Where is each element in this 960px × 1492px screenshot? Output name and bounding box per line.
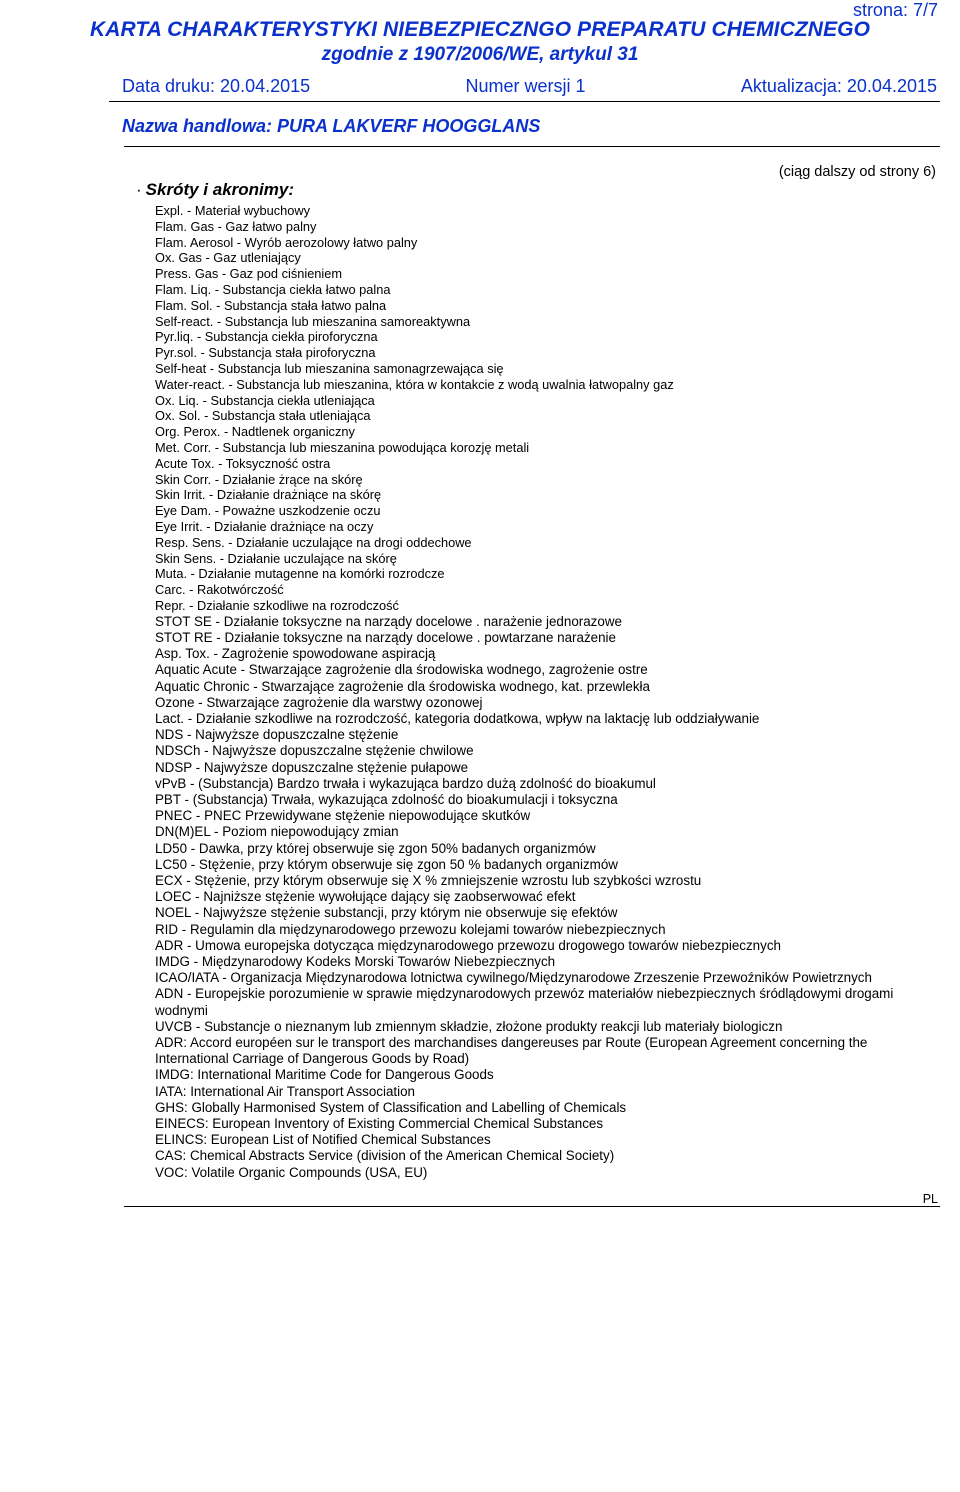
abbreviation-item: IMDG - Międzynarodowy Kodeks Morski Towarów Niebezpiecznych <box>155 953 556 969</box>
bullet-marker: · <box>136 180 142 199</box>
abbreviation-item: NDSP - Najwyższe dopuszczalne stężenie pułapowe <box>155 759 469 775</box>
abbreviation-item: Repr. - Działanie szkodliwe na rozrodczość <box>155 597 399 613</box>
abbreviation-item: Skin Irrit. - Działanie drażniące na skórę <box>155 487 382 503</box>
abbreviation-item: EINECS: European Inventory of Existing Commercial Chemical Substances <box>155 1116 604 1132</box>
document-subtitle: zgodnie z 1907/2006/WE, artykul 31 <box>321 44 639 65</box>
abbreviation-item: NDSCh - Najwyższe dopuszczalne stężenie chwilowe <box>155 743 474 759</box>
abbreviation-item: Org. Perox. - Nadtlenek organiczny <box>155 424 355 440</box>
language-code: PL <box>922 1192 938 1206</box>
abbreviation-item: Press. Gas - Gaz pod ciśnieniem <box>155 266 343 282</box>
abbreviation-item: vPvB - (Substancja) Bardzo trwała i wykazująca bardzo dużą zdolność do bioakumul <box>155 775 656 791</box>
abbreviation-item: Flam. Sol. - Substancja stała łatwo palna <box>155 297 387 313</box>
abbreviation-item: Ox. Liq. - Substancja ciekła utleniająca <box>155 392 375 408</box>
abbreviation-item: STOT SE - Działanie toksyczne na narządy docelowe . narażenie jednorazowe <box>155 613 622 629</box>
abbreviation-item: NOEL - Najwyższe stężenie substancji, przy którym nie obserwuje się efektów <box>155 905 618 921</box>
abbreviation-item: Lact. - Działanie szkodliwe na rozrodczość, kategoria dodatkowa, wpływ na laktację lub oddziaływanie <box>155 710 760 726</box>
abbreviation-item: NDS - Najwyższe dopuszczalne stężenie <box>155 727 399 743</box>
abbreviation-item: Ozone - Stwarzające zagrożenie dla warstwy ozonowej <box>155 694 483 710</box>
print-date: Data druku: 20.04.2015 <box>122 76 311 96</box>
abbreviation-item: CAS: Chemical Abstracts Service (division of the American Chemical Society) <box>155 1148 615 1164</box>
abbreviation-item: LD50 - Dawka, przy której obserwuje się zgon 50% badanych organizmów <box>155 840 596 856</box>
abbreviation-item: Flam. Liq. - Substancja ciekła łatwo palna <box>155 281 391 297</box>
abbreviation-item: Met. Corr. - Substancja lub mieszanina powodująca korozję metali <box>155 439 530 455</box>
abbreviation-item: ADN - Europejskie porozumienie w sprawie międzynarodowych przewóz materiałów niebezpiecznych śródlądowymi drogami wodnymi <box>155 986 894 1018</box>
abbreviation-item: Muta. - Działanie mutagenne na komórki rozrodcze <box>155 566 445 582</box>
document-title: KARTA CHARAKTERYSTYKI NIEBEZPIECZNGO PREPARATU CHEMICZNEGO <box>89 18 871 41</box>
abbreviation-item: IMDG: International Maritime Code for Dangerous Goods <box>155 1067 494 1083</box>
abbreviation-item: Aquatic Chronic - Stwarzające zagrożenie dla środowiska wodnego, kat. przewlekła <box>155 678 650 694</box>
abbreviation-item: ECX - Stężenie, przy którym obserwuje się X % zmniejszenie wzrostu lub szybkości wzrostu <box>155 872 702 888</box>
abbreviation-item: LOEC - Najniższe stężenie wywołujące dający się zaobserwować efekt <box>155 889 576 905</box>
footer-divider <box>124 1206 940 1207</box>
abbreviation-item: VOC: Volatile Organic Compounds (USA, EU) <box>155 1164 428 1180</box>
abbreviation-item: Pyr.liq. - Substancja ciekła piroforyczna <box>155 329 378 345</box>
abbreviation-item: Eye Irrit. - Działanie drażniące na oczy <box>155 518 374 534</box>
abbreviation-item: ADR - Umowa europejska dotycząca międzynarodowego przewozu drogowego towarów niebezpiecznych <box>155 937 781 953</box>
abbreviation-item: STOT RE - Działanie toksyczne na narządy docelowe . powtarzane narażenie <box>155 629 616 645</box>
trade-name-divider <box>124 146 940 147</box>
abbreviation-item: RID - Regulamin dla międzynarodowego przewozu kolejami towarów niebezpiecznych <box>155 921 666 937</box>
abbreviation-item: Asp. Tox. - Zagrożenie spowodowane aspiracją <box>155 646 436 662</box>
abbreviation-item: Carc. - Rakotwórczość <box>155 582 284 598</box>
abbreviation-item: Ox. Sol. - Substancja stała utleniająca <box>155 408 371 424</box>
abbreviation-item: Eye Dam. - Poważne uszkodzenie oczu <box>155 503 381 519</box>
abbreviation-item: Acute Tox. - Toksyczność ostra <box>155 455 331 471</box>
abbreviation-item: ELINCS: European List of Notified Chemical Substances <box>155 1132 491 1148</box>
abbreviation-item: Pyr.sol. - Substancja stała piroforyczna <box>155 345 376 361</box>
abbreviation-item: Aquatic Acute - Stwarzające zagrożenie dla środowiska wodnego, zagrożenie ostre <box>155 662 648 678</box>
abbreviation-item: UVCB - Substancje o nieznanym lub zmiennym składzie, złożone produkty reakcji lub materiały biologiczn <box>155 1018 783 1034</box>
abbreviation-item: IATA: International Air Transport Association <box>155 1083 416 1099</box>
abbreviation-item: ICAO/IATA - Organizacja Międzynarodowa lotnictwa cywilnego/Międzynarodowe Zrzeszenie Przewoźników Powietrznych <box>155 970 872 986</box>
document-meta-row <box>122 76 937 97</box>
abbreviation-item: Expl. - Materiał wybuchowy <box>155 203 311 218</box>
abbreviation-item: Self-react. - Substancja lub mieszanina samoreaktywna <box>155 313 471 329</box>
abbreviation-item: Skin Sens. - Działanie uczulające na skórę <box>155 550 397 566</box>
page-number: strona: 7/7 <box>852 0 938 20</box>
abbreviation-item: ADR: Accord européen sur le transport des marchandises dangereuses par Route (European Agreement concerning the International Carriage of Dangerous Goods by Road) <box>155 1035 868 1067</box>
section-heading-text: Skróty i akronimy: <box>145 180 294 199</box>
abbreviation-item: Self-heat - Substancja lub mieszanina samonagrzewająca się <box>155 360 504 376</box>
trade-name: Nazwa handlowa: PURA LAKVERF HOOGGLANS <box>122 116 541 136</box>
abbreviation-item: Water-react. - Substancja lub mieszanina, która w kontakcie z wodą uwalnia łatwopalny gaz <box>155 376 674 392</box>
abbreviation-item: Ox. Gas - Gaz utleniający <box>155 250 301 266</box>
section-heading <box>136 180 294 200</box>
abbreviation-item: Flam. Gas - Gaz łatwo palny <box>155 218 317 234</box>
update-date: Aktualizacja: 20.04.2015 <box>740 76 937 96</box>
header-divider <box>109 101 940 102</box>
abbreviation-item: GHS: Globally Harmonised System of Classification and Labelling of Chemicals <box>155 1099 627 1115</box>
abbreviation-list <box>155 203 940 1181</box>
version-number: Numer wersji 1 <box>465 76 586 96</box>
abbreviation-item: LC50 - Stężenie, przy którym obserwuje się zgon 50 % badanych organizmów <box>155 856 618 872</box>
abbreviation-item: Resp. Sens. - Działanie uczulające na drogi oddechowe <box>155 534 472 550</box>
continued-note: (ciąg dalszy od strony 6) <box>778 164 936 180</box>
abbreviation-item: PBT - (Substancja) Trwała, wykazująca zdolność do bioakumulacji i toksyczna <box>155 791 618 807</box>
abbreviation-item: Skin Corr. - Działanie żrące na skórę <box>155 471 363 487</box>
abbreviation-item: Flam. Aerosol - Wyrób aerozolowy łatwo palny <box>155 234 418 250</box>
abbreviation-item: DN(M)EL - Poziom niepowodujący zmian <box>155 824 399 840</box>
abbreviation-item: PNEC - PNEC Przewidywane stężenie niepowodujące skutków <box>155 808 531 824</box>
